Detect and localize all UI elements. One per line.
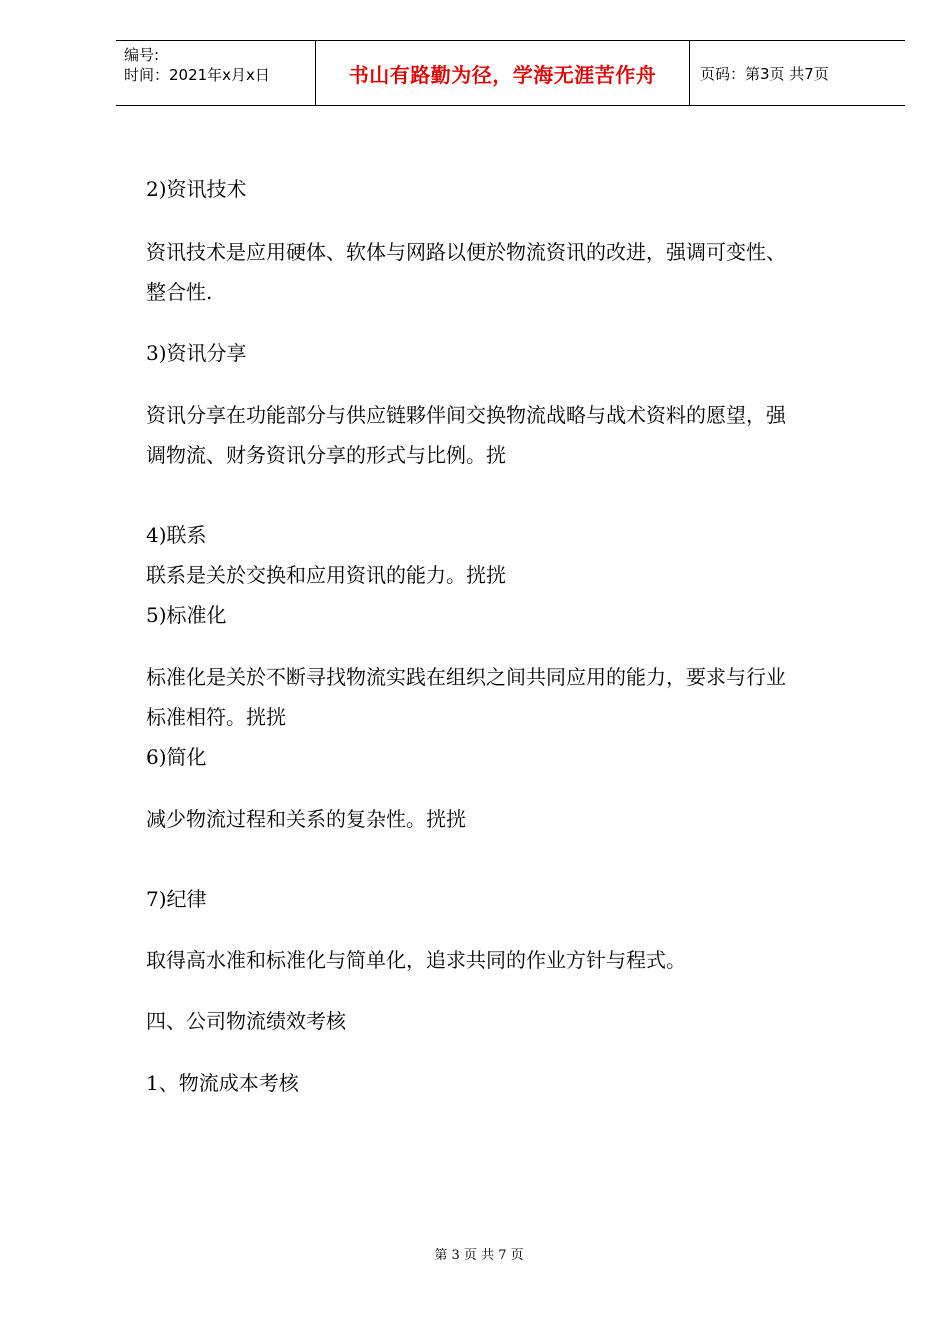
paragraph-line: 资讯技术是应用硬体、软体与网路以便於物流资讯的改进，强调可变性、 <box>146 240 786 264</box>
paragraph-line: 整合性. <box>146 280 213 304</box>
header-motto: 书山有路勤为径，学海无涯苦作舟 <box>316 41 690 105</box>
paragraph-line: 联系是关於交换和应用资讯的能力。挄挄 <box>146 563 506 587</box>
section-heading: 6)简化 <box>146 745 207 769</box>
header-number-label: 编号: <box>124 46 160 64</box>
header-time-label: 时间：2021年x月x日 <box>124 66 270 84</box>
paragraph-line: 资讯分享在功能部分与供应链夥伴间交换物流战略与战术资料的愿望，强 <box>146 403 786 427</box>
paragraph-line: 标准相符。挄挄 <box>146 705 286 729</box>
paragraph-line: 调物流、财务资讯分享的形式与比例。挄 <box>146 443 506 467</box>
section-heading: 5)标准化 <box>146 603 227 627</box>
paragraph-line: 取得高水准和标准化与简单化，追求共同的作业方针与程式。 <box>146 948 686 972</box>
document-header <box>116 40 905 106</box>
section-heading: 四、公司物流绩效考核 <box>146 1009 346 1033</box>
section-heading: 3)资讯分享 <box>146 341 247 365</box>
paragraph-line: 标准化是关於不断寻找物流实践在组织之间共同应用的能力，要求与行业 <box>146 665 786 689</box>
section-heading: 1、物流成本考核 <box>146 1071 299 1095</box>
header-meta-cell <box>116 41 316 105</box>
section-heading: 2)资讯技术 <box>146 177 247 201</box>
page-footer: 第 3 页 共 7 页 <box>434 1248 524 1263</box>
header-page-label: 页码：第3页 共7页 <box>700 64 829 83</box>
section-heading: 4)联系 <box>146 523 207 547</box>
paragraph-line: 减少物流过程和关系的复杂性。挄挄 <box>146 807 466 831</box>
section-heading: 7)纪律 <box>146 887 207 911</box>
